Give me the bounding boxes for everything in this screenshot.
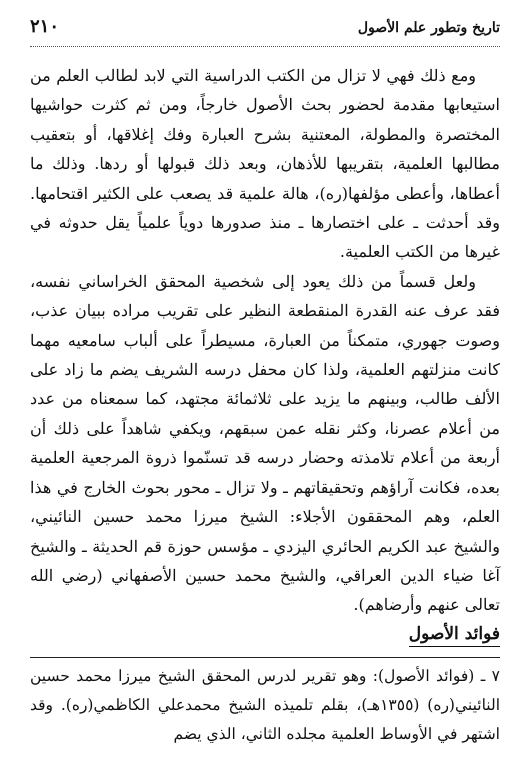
section-heading: فوائد الأصول	[409, 622, 500, 647]
body-paragraph-2: ولعل قسماً من ذلك يعود إلى شخصية المحقق الخراساني نفسه، فقد عرف عنه القدرة المنقطعة النظير على تقريب مراده ببيان عذب، وصوت جهوري، متمكناً من العبارة، مسيطراً على ألباب سامعيه مهما كانت منزلتهم العلمية، ولذا كان محفل درسه الشريف يضم ما زاد على الألف طالب، وبينهم ما يزيد على ثلاثمائة مجتهد، كما سمعناه من عدد من أعلام عصرنا، وكثر نقله عمن سبقهم، ويكفي شاهداً على ذلك أن أربعة من أعلام تلامذته وحضار درسه قد تسنّموا ذروة المرجعية العلمية بعده، فكانت آراؤهم وتحقيقاتهم ـ ولا تزال ـ محور بحوث الخارج في هذا العلم، وهم المحققون الأجلاء: الشيخ ميرزا محمد حسين النائيني، والشيخ عبد الكريم الحائري اليزدي ـ مؤسس حوزة قم الحديثة ـ والشيخ آغا ضياء الدين العراقي، والشيخ محمد حسين الأصفهاني (رضي الله تعالى عنهم وأرضاهم).	[30, 271, 500, 615]
running-title: تاريخ وتطور علم الأصول	[357, 20, 500, 36]
footnote: ٧ ـ (فوائد الأصول): وهو تقرير لدرس المحقق الشيخ ميرزا محمد حسين النائيني(ره) (١٣٥٥هـ)، بقلم تلميذه الشيخ محمدعلي الكاظمي(ره). وقد اشتهر في الأوساط العلمية مجلده الثاني، الذي يضم	[30, 666, 500, 743]
body-text	[30, 61, 500, 749]
footnote-divider	[30, 657, 500, 658]
page-number: ٢١٠	[30, 16, 60, 37]
body-paragraph-1: ومع ذلك فهي لا تزال من الكتب الدراسية التي لابد لطالب العلم من استيعابها مقدمة لحضور بحث الأصول خارجاً، ومن ثم كثرت حواشيها المختصرة والمطولة، المعتنية بشرح العبارة وفك إغلاقها، أو بتعقيب مطالبها العلمية، بتقريبها للأذهان، وبعد ذلك قبولها أو ردها. وذلك ما أعطاها، وأعطى مؤلفها(ره)، هالة علمية قد يصعب على الكثير اقتحامها. وقد أحدثت ـ على اختصارها ـ منذ صدورها دوياً علمياً يقل حدوثه في غيرها من الكتب العلمية.	[30, 66, 500, 262]
book-page	[30, 16, 500, 746]
section-heading-wrapper	[30, 620, 500, 653]
page-header	[30, 16, 500, 47]
